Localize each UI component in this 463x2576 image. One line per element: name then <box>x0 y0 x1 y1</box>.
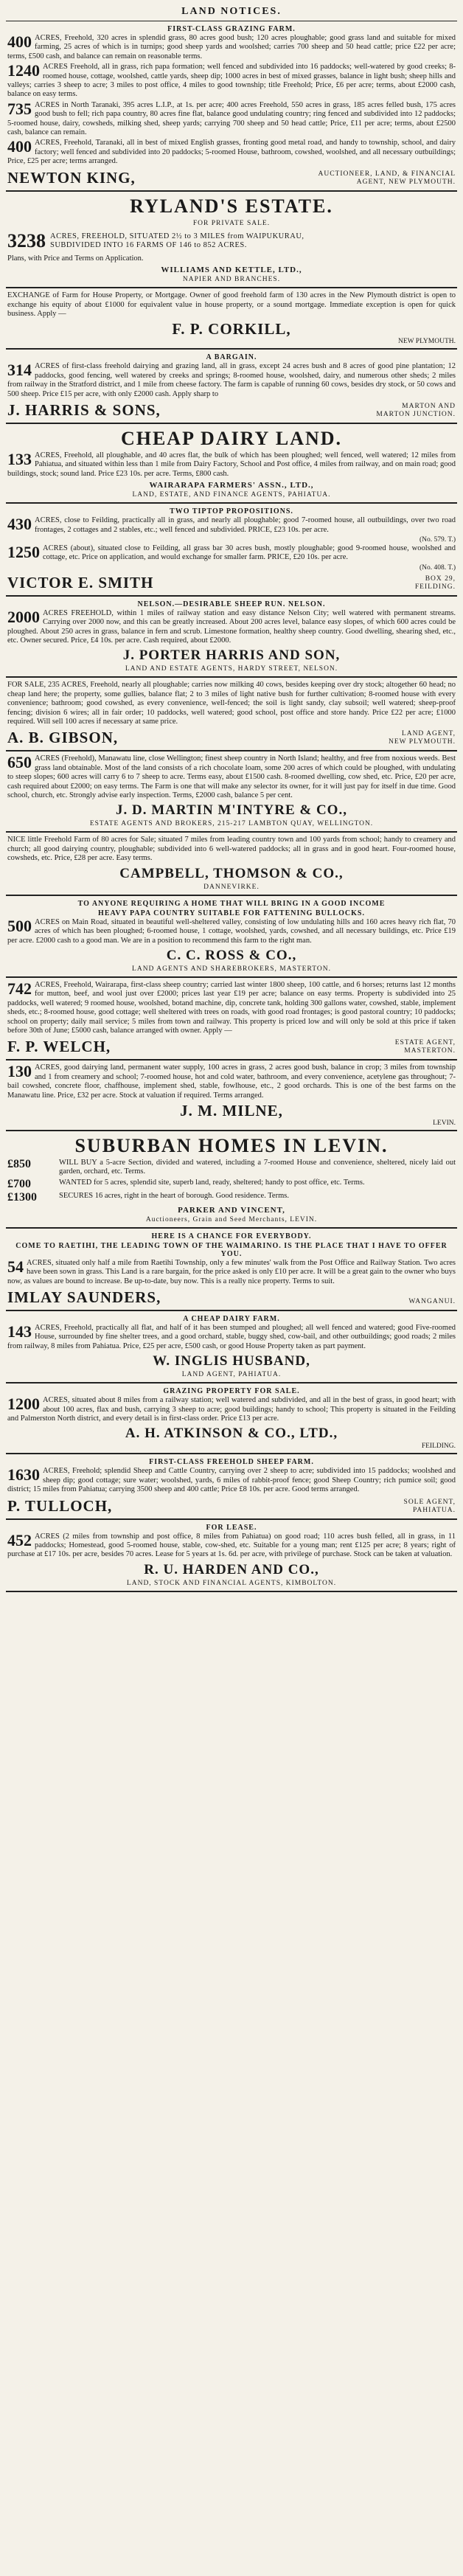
agent-detail-line: Auctioneers, Grain and Seed Merchants, LEVIN. <box>145 1215 318 1223</box>
listing-text: ACRES (about), situated close to Feilding, all grass bar 30 acres bush, mostly ploughable; good 9-roomed house, woolshed and cottage, etc. Price on application, and would exchange for smaller farm. PRICE, £20 10s. per acre. <box>43 544 456 562</box>
price-number: £850 <box>7 1157 31 1170</box>
agent-detail-line: NEW PLYMOUTH. <box>397 338 456 346</box>
ad-a-bargain <box>6 350 457 424</box>
listing-text: ACRES, good dairying land, permanent water supply, 100 acres in grass, 2 acres good bush, balance in crop; 3 miles from township and 1 from creamery and school; 7-roomed house, hot and cold water, bathroom, and every convenience, acetylene gas throughout; 7-bail cowshed, concrete floor, chaffhouse, implement shed, stable, fowlhouse, etc., 2 good orchards. This is one of the best farms on the Manawatu line. Price, £32 per acre. Stock at valuation if required. Terms arranged. <box>7 1063 456 1100</box>
ad-heading-secondary: COME TO RAETIHI, THE LEADING TOWN OF THE WAIMARINO. IS THE PLACE THAT I HAVE TO OFFER YOU. <box>15 1241 448 1258</box>
listing-text: ACRES (Freehold), Manawatu line, close Wellington; finest sheep country in North Island; healthy, and free from noxious weeds. Best grass land obtainable. Most of the land consists of a rich chocolate loam, some 200 acres of which could be ploughed, with undulating to steep slopes; 600 acres will carry 6 to 7 sheep to acre. Terms easy, about £1500 cash. 8-roomed dwelling, cow shed, etc. Price, £20 per acre, cash required about £2000; on easy terms. The Farm is one that will make any selector its owner, for it will just pay for itself in due time. Good school, church, etc. Strongly advise early inspection. Terms, £2000 cash, balance 5 per cent. <box>7 754 456 800</box>
acreage-number: 400 <box>7 137 32 156</box>
listing <box>7 1259 456 1286</box>
ad-suburban-homes-levin <box>6 1131 457 1229</box>
ad-title: SUBURBAN HOMES IN LEVIN. <box>74 1134 389 1156</box>
agent-detail-line: NEW PLYMOUTH. <box>388 738 456 746</box>
acreage-number: 430 <box>7 515 32 534</box>
agent-detail-line: FEILDING. <box>421 1443 456 1451</box>
agent-detail-line: LAND AND ESTATE AGENTS, HARDY STREET, NELSON. <box>125 665 338 673</box>
listing <box>7 516 456 535</box>
ad-cheap-dairy-farm <box>6 1311 457 1384</box>
listing <box>7 754 456 800</box>
agent-detail-line: FEILDING. <box>414 583 456 591</box>
ad-heading: TWO TIPTOP PROPOSITIONS. <box>170 507 293 516</box>
listing-text: ACRES FREEHOLD, within 1 miles of railway station and easy distance Nelson City; well watered with permanent streams. Carrying over 2000 now, and this can be greatly increased. About 200 acres level, balance easy slopes, of which 600 acres could be ploughed. About 250 acres in grass, balance in fern and scrub. Limestone formation, healthy sheep country. Good dwelling, shearing shed, etc., etc. Owner secured. Price, £4 10s. per acre. Cash required, about £2000. <box>7 608 456 645</box>
acreage-text <box>50 232 304 250</box>
listing-text: ACRES, Freehold, practically all flat, and half of it has been stumped and ploughed; all well fenced and watered; good Five-roomed House, surrounded by fine shelter trees, and a good orchard, stable, buggy shed, cow-bail, and other outbuildings; good roads; 2 miles from railway, 8 miles from Pahiatua. Price, £25 per acre, £500 cash, or good House Property taken as part payment. <box>7 1324 456 1350</box>
acreage-number: 143 <box>7 1322 32 1341</box>
agent-name: F. P. CORKILL, <box>172 320 291 339</box>
agent-detail-line: LAND AGENT, PAHIATUA. <box>181 1371 282 1379</box>
listing-text: ACRES (2 miles from township and post office, 8 miles from Pahiatua) on good road; 110 acres bush felled, all in grass, in 11 paddocks; Homestead, good 5-roomed house, stable, cow-shed, etc. Suitable for a young man; rent £125 per acre; 8 years; right of purchase at £17 10s. per acre, besides 70 acres. Lease for 5 years at 1s. 6d. per acre, with privilege of purchase. Stock can be taken at valuation. <box>7 1532 456 1559</box>
agent-detail-line: LAND AGENT, <box>401 730 456 738</box>
ad-cheap-dairy-land <box>6 424 457 504</box>
acreage-number: 1630 <box>7 1465 40 1485</box>
listing <box>7 34 456 61</box>
ad-first-class-grazing-farm <box>6 21 457 192</box>
agent-name: P. TULLOCH, <box>7 1496 113 1515</box>
acreage-number: 735 <box>7 99 32 118</box>
listing <box>7 1467 456 1494</box>
acreage-number: 500 <box>7 916 32 935</box>
acreage-number: 650 <box>7 753 32 772</box>
agent-detail-line: ESTATE AGENT, <box>394 1039 456 1047</box>
listing-text: ACRES in North Taranaki, 395 acres L.I.P., at 1s. per acre; 400 acres Freehold, 550 acres in grass, 185 acres felled bush, 175 acres good bush to fell; rich papa country, 80 acres fine flat, balance good undulating country; ring fenced and subdivided into 12 paddocks; 5-roomed house, dairy, cowsheds, milking shed, sheep yards; carrying 700 sheep and 50 head cattle; Price, £11 per acre; terms, about £2500 cash, balance can remain. <box>7 100 456 137</box>
acreage-number: 742 <box>7 979 32 998</box>
ad-nice-little-farm <box>6 833 457 895</box>
agent-detail-line: SOLE AGENT, <box>403 1498 456 1506</box>
listing-reference: (No. 408. T.) <box>420 563 456 572</box>
ad-wairarapa-sheep-country <box>6 978 457 1060</box>
agent-detail-line: BOX 29, <box>425 574 456 583</box>
listing-text: EXCHANGE of Farm for House Property, or Mortgage. Owner of good freehold farm of 130 acres in the New Plymouth district is open to exchange his equity of about £1000 for equivalent value in house property, or a sound mortgage. Immediate exception is open for quick business. Apply — <box>7 291 456 318</box>
acreage-number: 2000 <box>7 607 40 626</box>
listing <box>7 1178 456 1190</box>
agent-name: PARKER AND VINCENT, <box>178 1205 285 1215</box>
listing-text: FOR SALE, 235 ACRES, Freehold, nearly all ploughable; carries now milking 40 cows, besides keeping over dry stock; altogether 60 head; no cheap land here; the property, some gullies, balance flat; 2 to 3 miles of light native bush for further cultivation; 8-roomed house with every convenience; bathroom; good cowshed, as every convenience, well-fenced; the soil is light sandy, clay subsoil; well watered; sheep-proof fencing; division 6 wires; all in fair order; 10 paddocks, well watered; good school, post office and store handy. Price £22 per acre; £1000 required. Will sell 100 acres if necessary at same price. <box>7 681 456 726</box>
agent-name: J. PORTER HARRIS AND SON, <box>122 648 341 664</box>
acreage-line <box>7 230 456 252</box>
agent-name: WAIRARAPA FARMERS' ASSN., LTD., <box>149 481 314 490</box>
listing <box>7 1396 456 1423</box>
agent-name: A. H. ATKINSON & CO., LTD., <box>125 1426 338 1442</box>
ad-heading: TO ANYONE REQUIRING A HOME THAT WILL BRING IN A GOOD INCOME <box>77 899 386 908</box>
agent-detail-line: AGENT, NEW PLYMOUTH. <box>356 178 456 186</box>
agent-detail-line: MARTON AND <box>402 402 456 410</box>
listing-text: ACRES, situated about 8 miles from a railway station; well watered and subdivided, and all in the best of grass, in good heart; with about 100 acres, flax and bush, carrying 3 sheep to acre; good buildings; handy to school; This property is situated in the Feilding and Palmerston North district, and every detail is in first-class order. Price £13 per acre. <box>7 1396 456 1423</box>
agent-details <box>395 1039 456 1055</box>
acreage-number: 133 <box>7 449 32 468</box>
ad-raetihi-chance <box>6 1229 457 1311</box>
listing <box>7 1532 456 1560</box>
agent-name: A. B. GIBSON, <box>7 729 119 747</box>
listing-text: ACRES Freehold, all in grass, rich papa formation; well fenced and subdivided into 16 paddocks; well-watered by good creeks; 8-roomed house, cottage, woolshed, cattle yards, sheep dip; 1000 acres in best of mixed grasses, balance in light bush; sheep hills and valleys; carries 3 sheep to acre; 3 miles to post office, 4 miles to good township; title Freehold; Price, £6 per acre; terms, about £2000 cash, balance on easy terms. <box>7 63 456 99</box>
ad-heading: NELSON.—DESIRABLE SHEEP RUN. NELSON. <box>137 600 326 608</box>
listing-text: SECURES 16 acres, right in the heart of borough. Good residence. Terms. <box>59 1191 289 1200</box>
acreage-number: 1240 <box>7 61 40 80</box>
agent-detail-line: PAHIATUA. <box>412 1506 456 1514</box>
listing-text: ACRES, Freehold, Wairarapa, first-class sheep country; carried last winter 1800 sheep, 100 cattle, and 6 horses; returns last 12 months for mutton, beef, and wool just over £2000; prices last year £19 per acre; balance on easy terms. Property is subdivided into 25 paddocks, well watered; 9 roomed house, woolshed, botand machine, dip, concrete tank, holding 300 gallons water, cowshed, stable, implement sheds, etc.; 8-roomed house, good cottage; well sheltered with trees on roads, with good road frontages; is good pastoral country; 10 paddocks; school on property; daily mail service; 5 miles from town and railway. This property is priced low and will only be sold at this price if taken before 30th of June; £5000 cash, balance arranged with owner. Apply — <box>7 980 456 1035</box>
agent-name: J. D. MARTIN M'INTYRE & CO., <box>116 802 347 819</box>
agent-details <box>318 170 456 187</box>
section-masthead: LAND NOTICES. <box>6 4 457 21</box>
ad-exchange-farm <box>6 288 457 350</box>
ad-freehold-sheep-farm <box>6 1454 457 1519</box>
agent-row <box>7 729 456 746</box>
agent-name: C. C. ROSS & CO., <box>166 947 297 963</box>
agent-details <box>389 730 456 746</box>
agent-name: IMLAY SAUNDERS, <box>7 1288 161 1306</box>
agent-name: CAMPBELL, THOMSON & CO., <box>119 865 344 881</box>
listing <box>7 101 456 138</box>
listing <box>7 981 456 1035</box>
listing-text: ACRES, Freehold, all ploughable, and 40 acres flat, the bulk of which has been ploughed; well fenced, well watered; 12 miles from Pahiatua, and situated within less than 1 mile from Dairy Factory, School and Post office, 4 miles from railway, and on main road; good buildings, stock; sound land. Price £23 10s. per acre. Terms, £800 cash. <box>7 451 456 478</box>
ad-manawatu-sheep-country <box>6 751 457 833</box>
listing <box>7 1324 456 1351</box>
listing-text: ACRES on Main Road, situated in beautiful well-sheltered valley, consisting of low undulating hills and 160 acres heavy rich flat, 70 acres of which has been ploughed; 6-roomed house, 1 cottage, woolshed, yards, cowshed, and all necessary buildings, etc. Price £19 per acre. £2000 cash to a good man. We are in a position to recommend this farm to the right man. <box>7 917 456 945</box>
listing <box>7 63 456 100</box>
agent-name: J. M. MILNE, <box>180 1101 283 1119</box>
ad-heading: FIRST-CLASS FREEHOLD SHEEP FARM. <box>149 1458 314 1467</box>
listing <box>7 451 456 479</box>
acreage-number: 314 <box>7 361 32 380</box>
acreage-number: 1250 <box>7 542 40 561</box>
ad-heading: A CHEAP DAIRY FARM. <box>183 1315 280 1323</box>
ad-title: CHEAP DAIRY LAND. <box>120 427 343 449</box>
listing <box>7 1159 456 1177</box>
listing <box>7 544 456 563</box>
ad-for-lease <box>6 1520 457 1592</box>
listing-text: ACRES, Freehold, Taranaki, all in best of mixed English grasses, fronting good metal road, and handy to township, school, and dairy factory; well fenced and subdivided into 20 paddocks; 5-roomed House, bathroom, cowshed, woolshed, and all necessary outbuildings; Price, £25 per acre; terms arranged. <box>7 139 456 166</box>
ad-grazing-property <box>6 1384 457 1454</box>
ad-title: RYLAND'S ESTATE. <box>130 195 333 217</box>
listing <box>7 362 456 399</box>
agent-details <box>415 575 456 591</box>
ad-nelson-sheep-run <box>6 597 457 678</box>
agent-details <box>404 1499 456 1515</box>
ad-heading: FOR LEASE. <box>206 1523 257 1532</box>
ad-subtitle: FOR PRIVATE SALE. <box>192 219 271 227</box>
agent-detail-line: AUCTIONEER, LAND, & FINANCIAL <box>318 170 456 178</box>
agent-row <box>7 574 456 591</box>
agent-row <box>7 1038 456 1055</box>
ad-heading: A BARGAIN. <box>206 353 257 362</box>
acreage-line-1: ACRES, FREEHOLD, SITUATED 2½ to 3 MILES from WAIPUKURAU, <box>50 232 304 240</box>
listing <box>7 1192 456 1204</box>
agent-name: F. P. WELCH, <box>7 1038 111 1056</box>
agent-detail-line: WANGANUI. <box>408 1298 456 1305</box>
listing-text: ACRES, Freehold; splendid Sheep and Cattle Country, carrying over 2 sheep to acre; subdivided into 15 paddocks; woolshed and sheep dip; good cottage; sure water; woolshed, yards, 6 miles of rabbit-proof fence; good Sheep Country; rich pumice soil; good district; 15 miles from Pahiatua; carrying 3500 sheep and 400 cattle; Price £8 10s. per acre. Good terms arranged. <box>7 1467 456 1494</box>
agent-detail-line: MARTON JUNCTION. <box>376 410 456 418</box>
acreage-line-2: SUBDIVIDED INTO 16 FARMS OF 146 to 852 ACRES. <box>50 240 247 249</box>
agent-name: J. HARRIS & SONS, <box>7 400 161 419</box>
listing-reference: (No. 579. T.) <box>420 535 456 544</box>
listing <box>7 918 456 945</box>
listing-text: ACRES, situated only half a mile from Raetihi Township, only a few minutes' walk from the Post Office and Railway Station. Two acres have been sown in grass. This Land is a rare bargain, for the price asked is only £10 per acre. It will be a great gain to the owner who buys now, as values are bound to increase. Be up-to-date, buy now. This is a really nice property. Terms to suit. <box>7 1258 456 1285</box>
agent-detail-line: LAND AGENTS AND SHAREBROKERS, MASTERTON. <box>132 965 331 973</box>
agent-name: WILLIAMS AND KETTLE, LTD., <box>161 265 302 275</box>
agent-detail-line: LAND, STOCK AND FINANCIAL AGENTS, KIMBOLTON. <box>126 1579 337 1587</box>
ad-heading: FIRST-CLASS GRAZING FARM. <box>167 25 296 33</box>
listing <box>7 1063 456 1100</box>
agent-detail-line: MASTERTON. <box>404 1047 456 1055</box>
acreage-number: 54 <box>7 1257 24 1276</box>
acreage-number: 400 <box>7 32 32 51</box>
listing-text: NICE little Freehold Farm of 80 acres for Sale; situated 7 miles from leading country town and 100 yards from school; handy to creamery and church; all good dairying country, ploughable; subdivided into 6 well-watered paddocks; all in grass and in good heart. Four-roomed house, cowsheds, etc. Price, £28 per acre. Easy terms. <box>7 836 456 863</box>
acreage-number: 1200 <box>7 1395 40 1414</box>
agent-detail-line: LEVIN. <box>433 1119 456 1127</box>
listing-text: ACRES, Freehold, 320 acres in splendid grass, 80 acres good bush; 120 acres ploughable; good grass land and suitable for mixed farming, 25 acres of which is in turnips; good sheep yards and woolshed; carries 700 sheep and 50 head cattle; price £22 per acre; terms, £500 cash, and balance can remain on reasonable terms. <box>7 34 456 60</box>
listing-text: WANTED for 5 acres, splendid site, superb land, ready, sheltered; handy to post office, etc. Terms. <box>59 1178 365 1187</box>
agent-row <box>7 169 456 187</box>
agent-detail-line: NAPIER AND BRANCHES. <box>182 276 281 284</box>
agent-row <box>7 1288 456 1306</box>
price-number: £1300 <box>7 1190 37 1204</box>
ad-for-sale-235-acres <box>6 678 457 751</box>
ad-heading: GRAZING PROPERTY FOR SALE. <box>163 1387 300 1396</box>
listing-text: ACRES of first-class freehold dairying and grazing land, all in grass, except 24 acres bush and 8 acres of good pine plantation; 12 paddocks, good fencing, well watered by creeks and springs; 8-roomed house, woolshed, dairy, and numerous other sheds; 2 miles from railway in the Stratford district, and 1 mile from cheese factory. The farm is capable of running 60 cows, besides dry stock, or 50 cows and 500 sheep. Price £15 per acre, with only £2000 cash. Apply sharp to <box>7 362 456 398</box>
agent-detail-line: DANNEVIRKE. <box>203 883 260 891</box>
listing <box>7 609 456 646</box>
agent-name: VICTOR E. SMITH <box>7 573 154 591</box>
agent-row <box>7 401 456 419</box>
agent-name: W. INGLIS HUSBAND, <box>153 1353 310 1369</box>
plans-note: Plans, with Price and Terms on Application. <box>7 254 144 263</box>
agent-detail-line: LAND, ESTATE, AND FINANCE AGENTS, PAHIATUA. <box>132 491 331 499</box>
acreage-number: 130 <box>7 1062 32 1081</box>
agent-detail-line: ESTATE AGENTS AND BROKERS, 215-217 LAMBTON QUAY, WELLINGTON. <box>89 820 374 828</box>
agent-details <box>376 403 456 419</box>
ad-heavy-papa-country <box>6 896 457 978</box>
ad-two-tiptop-propositions <box>6 504 457 597</box>
listing-text: ACRES, close to Feilding, practically all in grass, and nearly all ploughable; good 7-roomed house, all outbuildings, over two road frontages, 2 cottages and 2 stables, etc.; well fenced and subdivided. PRICE, £23 10s. per acre. <box>35 516 456 534</box>
ad-good-dairying-land <box>6 1060 457 1131</box>
acreage-number: 452 <box>7 1530 32 1549</box>
agent-row <box>7 1497 456 1515</box>
ad-heading-secondary: HEAVY PAPA COUNTRY SUITABLE FOR FATTENING BULLOCKS. <box>98 909 365 917</box>
price-number: £700 <box>7 1177 31 1190</box>
acreage-number: 3238 <box>7 229 46 251</box>
agent-name: R. U. HARDEN AND CO., <box>144 1561 319 1577</box>
listing <box>7 139 456 166</box>
ad-rylands-estate <box>6 192 457 288</box>
ad-heading: HERE IS A CHANCE FOR EVERYBODY. <box>151 1232 312 1240</box>
agent-name: NEWTON KING, <box>7 168 136 187</box>
listing-text: WILL BUY a 5-acre Section, divided and watered, including a 7-roomed House and convenience, sheltered, nicely laid out garden, orchard, etc. Terms. <box>59 1158 456 1176</box>
